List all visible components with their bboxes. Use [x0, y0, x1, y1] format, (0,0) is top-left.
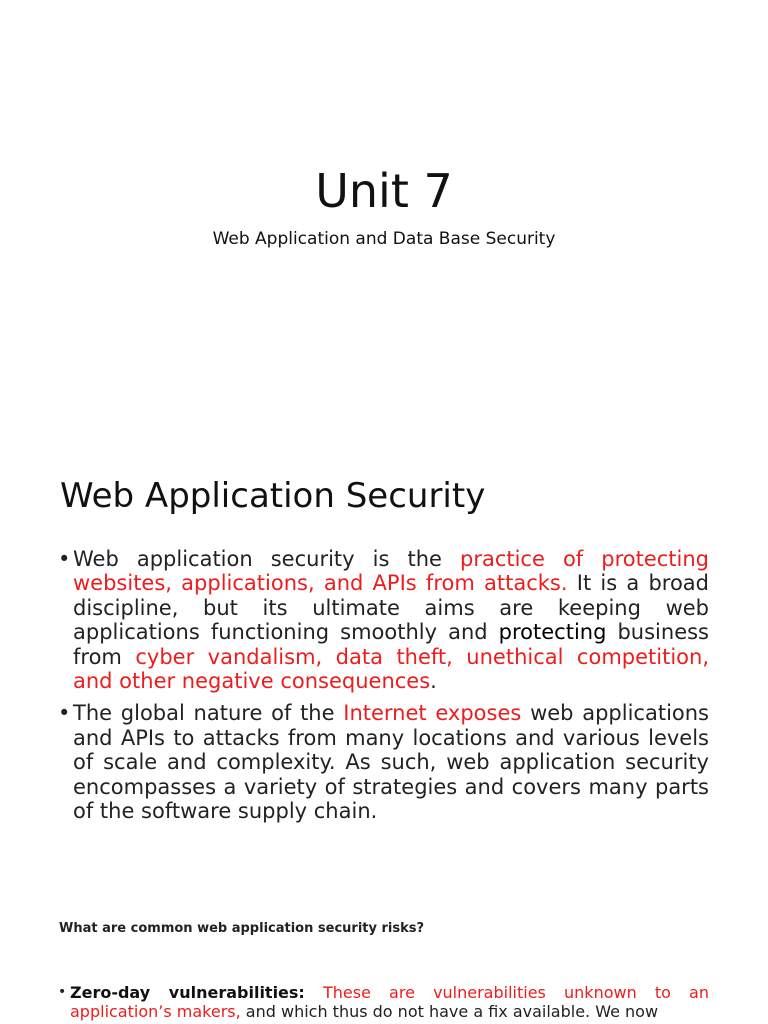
bullet1-text-4: .	[430, 669, 437, 694]
bullet1-text-1: Web application security is the	[73, 547, 460, 571]
risk-list	[58, 983, 709, 1021]
bullet2-text-2: web applications and APIs to attacks from many locations and various levels of scale and complexity. As such, web application security encompasses a variety of strategies and covers many parts of the software supply chain.	[73, 701, 710, 824]
section-heading: Web Application Security	[60, 476, 486, 516]
unit-subtitle: Web Application and Data Base Security	[212, 229, 556, 249]
risk-text: and which thus do not have a fix available. We now	[240, 1002, 659, 1021]
risk-highlight: These are vulnerabilities unknown to an application’s makers,	[70, 983, 710, 1021]
bullet1-highlight-1: practice of protecting websites, applications, and APIs from attacks.	[73, 547, 710, 596]
risks-question: What are common web application security risks?	[59, 921, 425, 936]
bullet2-text-1: The global nature of the	[73, 701, 344, 726]
bullet1-text-3: business from	[73, 620, 709, 669]
bullet1-highlight-2: cyber vandalism, data theft, unethical competition, and other negative consequences	[73, 644, 710, 694]
bullet2-highlight: Internet exposes	[343, 701, 522, 726]
bullet-item-definition	[58, 547, 709, 693]
bullet1-text-protecting: protecting	[498, 620, 607, 645]
bullet-item-internet	[58, 701, 709, 823]
risk-item-zero-day	[58, 983, 709, 1021]
unit-title: Unit 7	[315, 164, 453, 218]
bullet-list	[58, 547, 709, 831]
title-slide	[0, 0, 768, 410]
bullet1-text-2: It is a broad discipline, but its ultimate aims are keeping web applications functioning smoothly and	[73, 571, 710, 645]
risk-term: Zero-day vulnerabilities:	[70, 983, 305, 1002]
content-slide	[0, 410, 768, 1024]
